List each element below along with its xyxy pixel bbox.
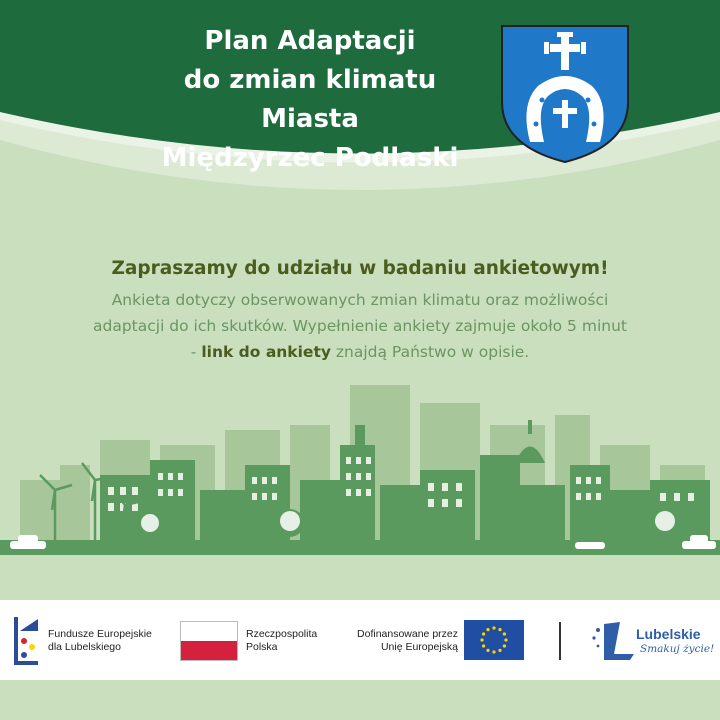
eu-funded-label (340, 628, 458, 654)
invitation-heading: Zapraszamy do udziału w badaniu ankietowym! (111, 258, 609, 279)
european-funds-label (48, 628, 152, 654)
rp-line-2: Polska (246, 641, 278, 653)
invitation-description (0, 287, 720, 365)
title-line-3: Miasta (261, 104, 359, 134)
footer-logos (0, 600, 720, 680)
title-line-2: do zmian klimatu (183, 65, 437, 95)
invitation-section (0, 258, 720, 365)
eu-flag-icon (464, 620, 524, 660)
european-funds-icon (12, 615, 42, 665)
page-title (150, 22, 470, 178)
poland-flag-icon (180, 621, 238, 661)
eu-line-1: Dofinansowane przez (357, 628, 458, 640)
line3-suffix: znajdą Państwo w opisie. (330, 343, 530, 361)
lubelskie-name: Lubelskie (636, 626, 701, 642)
line3-prefix: - (190, 343, 202, 361)
lubelskie-slogan: Smakuj życie! (640, 643, 715, 655)
survey-link[interactable]: link do ankiety (201, 343, 331, 361)
title-line-1: Plan Adaptacji (204, 26, 416, 56)
footer-divider (559, 622, 561, 660)
city-skyline-illustration (0, 385, 720, 600)
description-line-2: adaptacji do ich skutków. Wypełnienie ankiety zajmuje około 5 minut (93, 317, 627, 335)
coat-of-arms-icon (500, 24, 630, 164)
fe-line-1: Fundusze Europejskie (48, 628, 152, 640)
title-line-4: Międzyrzec Podlaski (161, 143, 459, 173)
description-line-1: Ankieta dotyczy obserwowanych zmian klimatu oraz możliwości (111, 291, 609, 309)
eu-line-2: Unię Europejską (380, 641, 458, 653)
description-line-3 (0, 339, 720, 365)
rp-line-1: Rzeczpospolita (246, 628, 318, 640)
republic-poland-label (246, 628, 317, 654)
fe-line-2: dla Lubelskiego (48, 641, 121, 653)
